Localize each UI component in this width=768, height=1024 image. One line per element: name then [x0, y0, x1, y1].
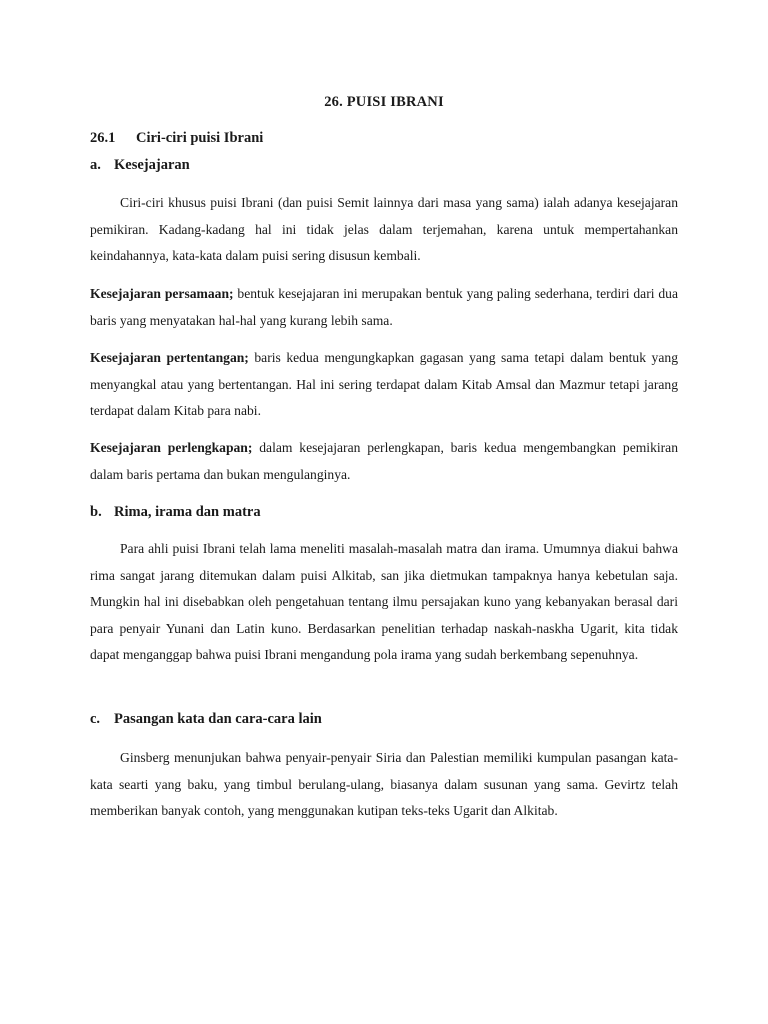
paragraph-pasangan: Ginsberg menunjukan bahwa penyair-penyair Siria dan Palestian memiliki kumpulan pasangan kata-kata searti yang baku, yang timbul berulang-ulang, biasanya dalam susunan yang sama. Gevirtz telah memberikan banyak contoh, yang menggunakan kutipan teks-teks Ugarit dan Alkitab.: [90, 750, 678, 818]
text-pertentangan: baris kedua mengungkapkan gagasan yang sama tetapi dalam bentuk yang menyangkal atau yang bertentangan. Hal ini sering terdapat dalam Kitab Amsal dan Mazmur tetapi jarang terdapat dalam Kitab para nabi.: [90, 350, 678, 418]
paragraph-persamaan: [90, 281, 678, 334]
subheading-c: [90, 711, 322, 728]
section-number: 26.1: [90, 130, 116, 146]
subheading-a-letter: a.: [90, 157, 101, 173]
subheading-b-letter: b.: [90, 504, 102, 520]
term-persamaan: Kesejajaran persamaan;: [90, 286, 234, 301]
text-persamaan: bentuk kesejajaran ini merupakan bentuk yang paling sederhana, terdiri dari dua baris yang menyatakan hal-hal yang kurang lebih sama.: [90, 286, 679, 328]
section-label: Ciri-ciri puisi Ibrani: [136, 130, 264, 146]
section-heading: [90, 130, 263, 147]
paragraph-perlengkapan: [90, 435, 678, 488]
subheading-c-letter: c.: [90, 711, 101, 727]
paragraph-rima: Para ahli puisi Ibrani telah lama meneliti masalah-masalah matra dan irama. Umumnya diakui bahwa rima sangat jarang ditemukan dalam puisi Alkitab, san jika dietmukan tampaknya hanya kebetulan saja. Mungkin hal ini disebabkan oleh pengetahuan tentang ilmu persajakan kuno yang kebanyakan berasal dari para penyair Yunani dan Latin kuno. Berdasarkan penelitian terhadap naskah-naskha Ugarit, kita tidak dapat menganggap bahwa puisi Ibrani mengandung pola irama yang sudah berkembang sepenuhnya.: [90, 541, 678, 662]
term-pertentangan: Kesejajaran pertentangan;: [90, 350, 249, 365]
subheading-b-label: Rima, irama dan matra: [114, 504, 261, 520]
paragraph-pertentangan: [90, 345, 678, 425]
subheading-a: [90, 157, 190, 174]
term-perlengkapan: Kesejajaran perlengkapan;: [90, 440, 253, 455]
subheading-b: [90, 504, 261, 521]
paragraph-intro: Ciri-ciri khusus puisi Ibrani (dan puisi Semit lainnya dari masa yang sama) ialah adanya kesejajaran pemikiran. Kadang-kadang hal ini tidak jelas dalam terjemahan, karena untuk mempertahankan keindahannya, kata-kata dalam puisi sering disusun kembali.: [90, 195, 678, 263]
subheading-a-label: Kesejajaran: [114, 157, 190, 173]
page-title: 26. PUISI IBRANI: [324, 94, 444, 110]
subheading-c-label: Pasangan kata dan cara-cara lain: [114, 711, 322, 727]
text-perlengkapan: dalam kesejajaran perlengkapan, baris kedua mengembangkan pemikiran dalam baris pertama dan bukan mengulanginya.: [90, 440, 679, 482]
